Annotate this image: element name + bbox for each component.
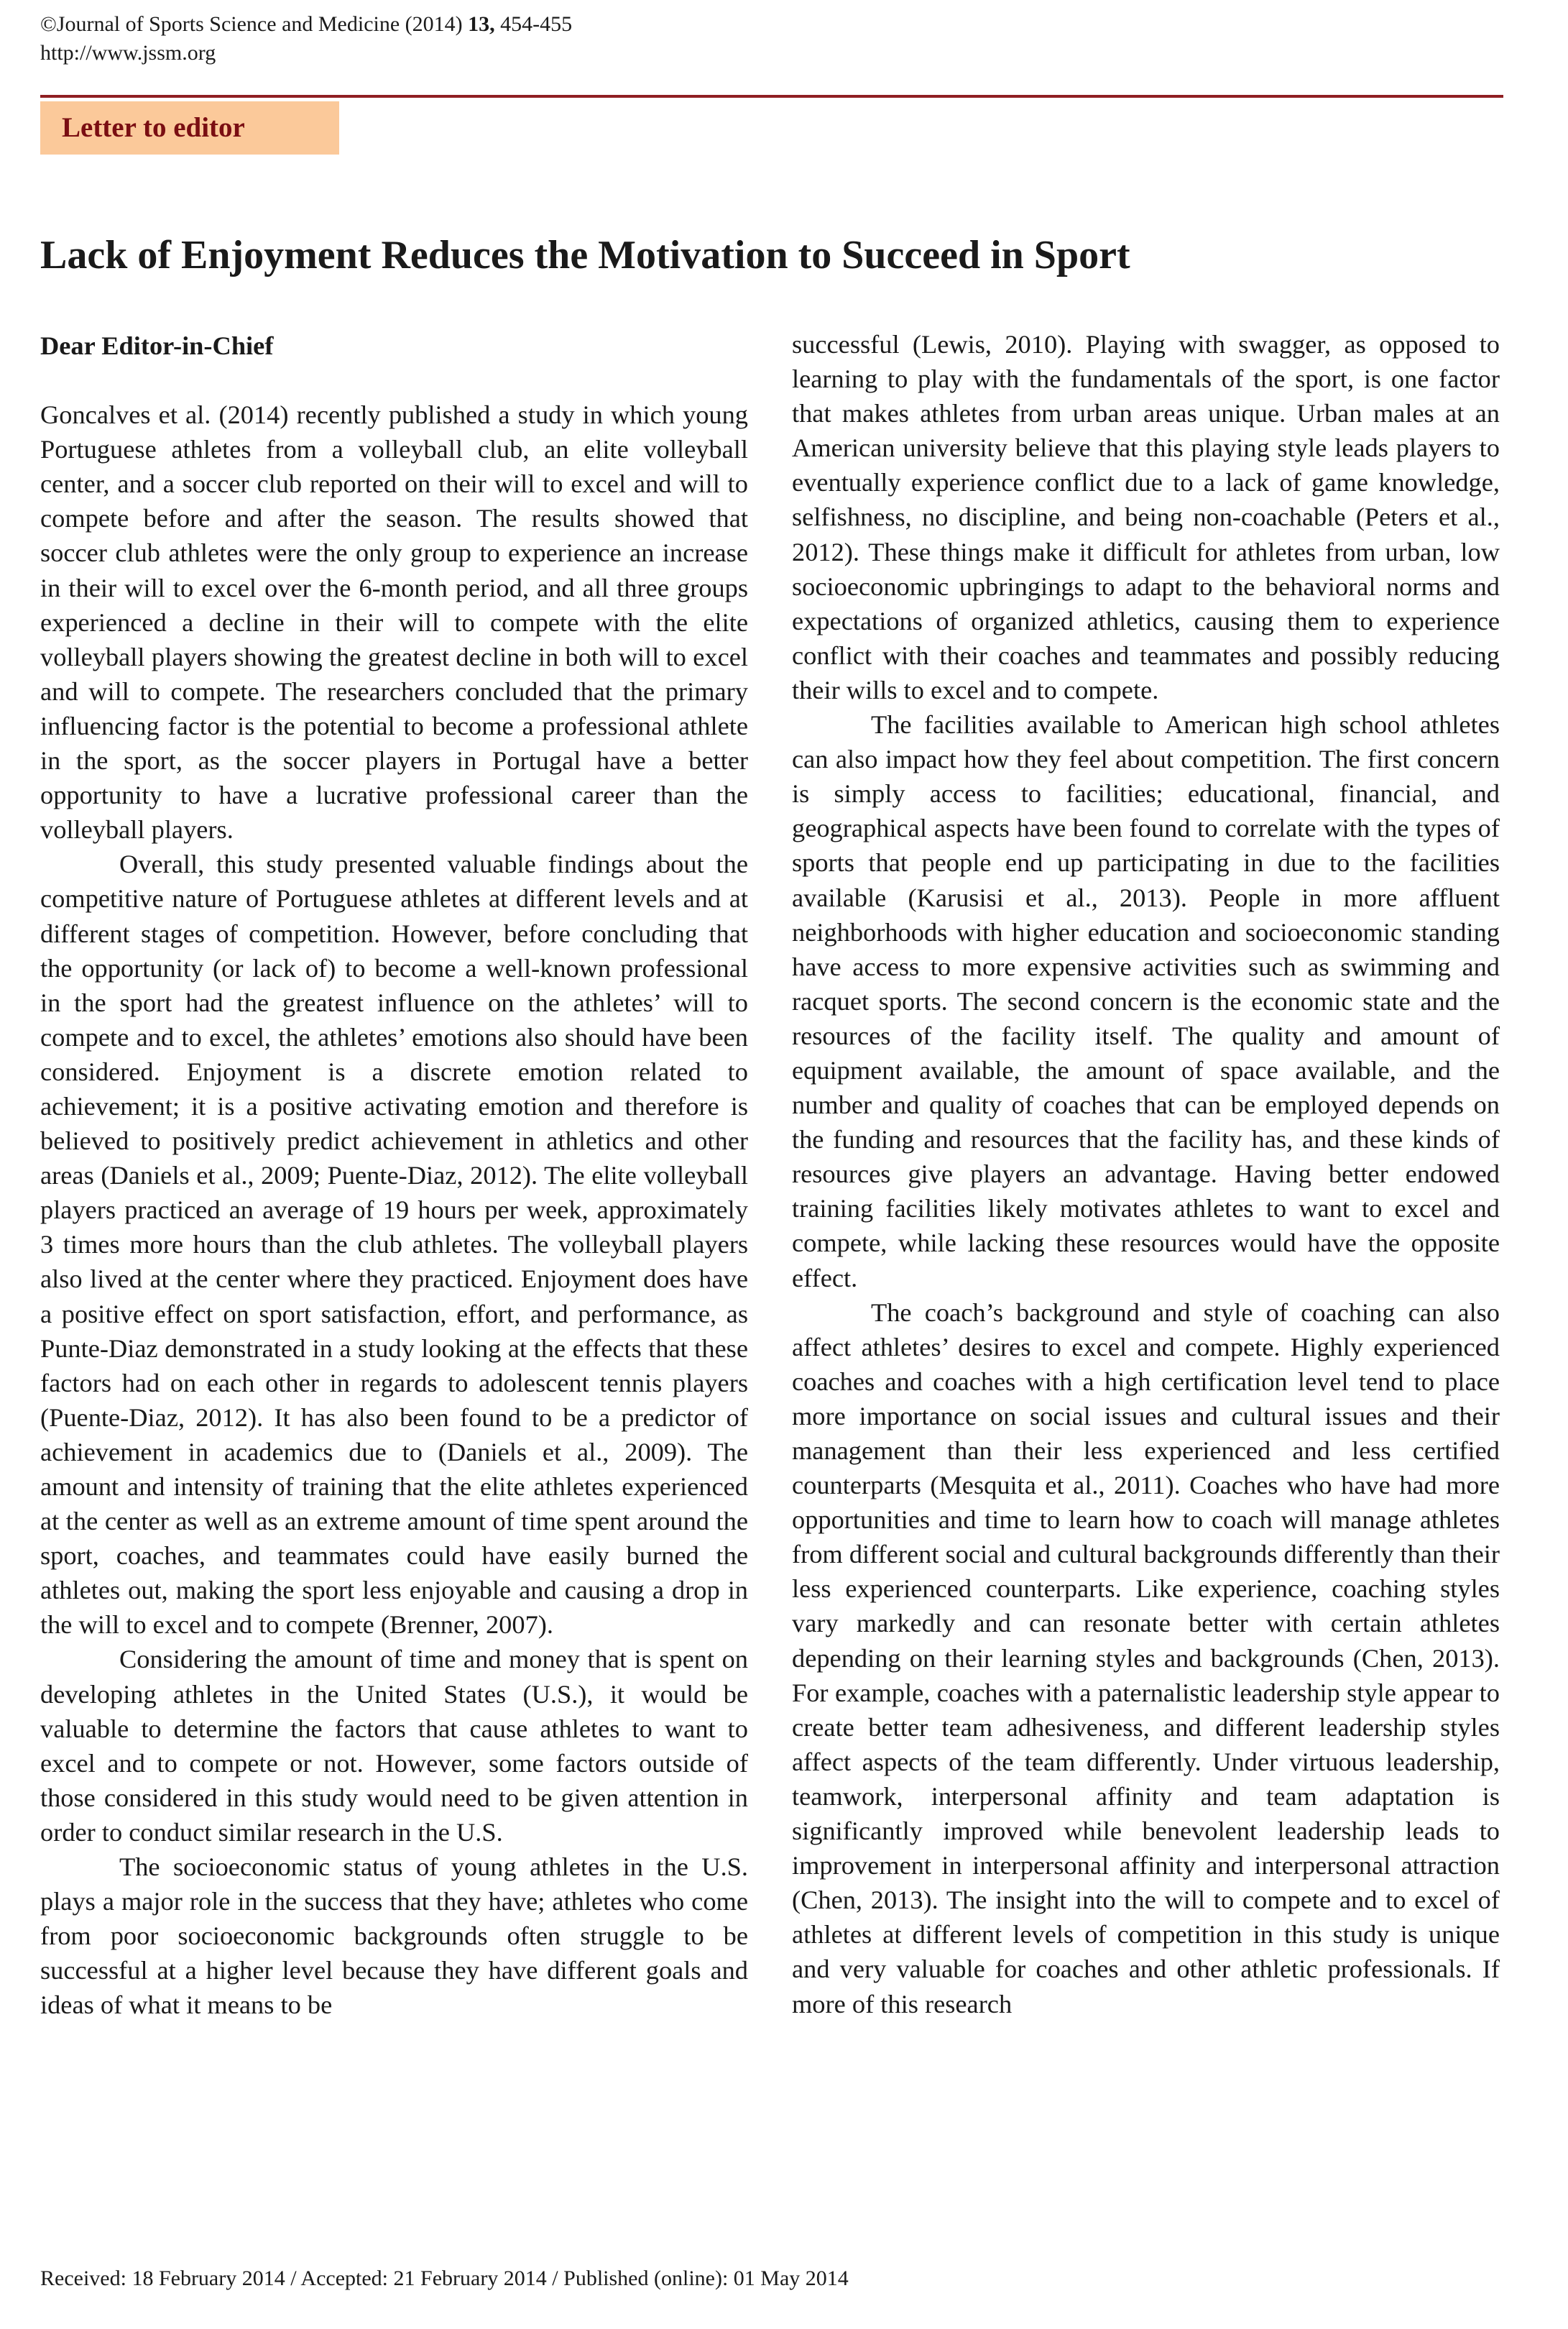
right-column xyxy=(792,327,1500,2021)
journal-pages: 454-455 xyxy=(494,12,573,36)
paragraph: Goncalves et al. (2014) recently published a study in which young Portuguese athletes from a volleyball club, an elite volleyball center, and a soccer club reported on their will to excel and will to compete before and after the season. The results showed that soccer club athletes were the only group to experience an increase in their will to excel over the 6-month period, and all three groups experienced a decline in their will to compete with the elite volleyball players showing the greatest decline in both will to excel and will to compete. The researchers concluded that the primary influencing factor is the potential to become a professional athlete in the sport, as the soccer players in Portugal have a better opportunity to have a lucrative professional career than the volleyball players. xyxy=(40,400,748,845)
section-tag: Letter to editor xyxy=(40,101,339,155)
paragraph: The facilities available to American high school athletes can also impact how they feel about competition. The first concern is simply access to facilities; educational, financial, and geographical aspects have been found to correlate with the types of sports that people end up participating in due to the facilities available (Karusisi et al., 2013). People in more affluent neighborhoods with higher education and socioeconomic standing have access to more expensive activities such as swimming and racquet sports. The second concern is the economic state and the resources of the facility itself. The quality and amount of equipment available, the amount of space available, and the number and quality of coaches that can be employed depends on the funding and resources that the facility has, and these kinds of resources give players an advantage. Having better endowed training facilities likely motivates athletes to want to excel and compete, while lacking these resources would have the opposite effect. xyxy=(792,710,1500,1292)
header-divider xyxy=(40,95,1503,98)
journal-header xyxy=(40,10,572,68)
salutation: Dear Editor-in-Chief xyxy=(40,331,274,360)
journal-url: http://www.jssm.org xyxy=(40,41,216,65)
paragraph: The socioeconomic status of young athletes in the U.S. plays a major role in the success that they have; athletes who come from poor socioeconomic backgrounds often struggle to be successful at a higher level because they have different goals and ideas of what it means to be xyxy=(40,1852,748,2020)
paragraph: successful (Lewis, 2010). Playing with swagger, as opposed to learning to play with the fundamentals of the sport, is one factor that makes athletes from urban areas unique. Urban males at an American university believe that this playing style leads players to eventually experience conflict due to a lack of game knowledge, selfishness, no discipline, and being non-coachable (Peters et al., 2012). These things make it difficult for athletes from urban, low socioeconomic upbringings to adapt to the behavioral norms and expectations of organized athletics, causing them to experience conflict with their coaches and teammates and possibly reducing their wills to excel and to compete. xyxy=(792,330,1500,704)
journal-volume: 13, xyxy=(468,12,495,36)
paragraph: The coach’s background and style of coaching can also affect athletes’ desires to excel and compete. Highly experienced coaches and coaches with a high certification level tend to place more importance on social issues and cultural issues and their management than their less experienced and less certified counterparts (Mesquita et al., 2011). Coaches who have had more opportunities and time to learn how to coach will manage athletes from different social and cultural backgrounds differently than their less experienced counterparts. Like experience, coaching styles vary markedly and can resonate better with certain athletes depending on their learning styles and backgrounds (Chen, 2013). For example, coaches with a paternalistic leadership style appear to create better team adhesiveness, and different leadership styles affect aspects of the team differently. Under virtuous leadership, teamwork, interpersonal affinity and team adaptation is significantly improved while benevolent leadership leads to improvement in interpersonal affinity and interpersonal attraction (Chen, 2013). The insight into the will to compete and to excel of athletes at different levels of competition in this study is unique and very valuable for coaches and other athletic professionals. If more of this research xyxy=(792,1297,1500,2018)
journal-citation xyxy=(40,10,572,39)
paragraph: Overall, this study presented valuable findings about the competitive nature of Portuguese athletes at different levels and at different stages of competition. However, before concluding that the opportunity (or lack of) to become a well-known professional in the sport had the greatest influence on the athletes’ will to compete and to excel, the athletes’ emotions also should have been considered. Enjoyment is a discrete emotion related to achievement; it is a positive activating emotion and therefore is believed to positively predict achievement in athletics and other areas (Daniels et al., 2009; Puente-Diaz, 2012). The elite volleyball players practiced an average of 19 hours per week, approximately 3 times more hours than the club athletes. The volleyball players also lived at the center where they practiced. Enjoyment does have a positive effect on sport satisfaction, effort, and performance, as Punte-Diaz demonstrated in a study looking at the effects that these factors had on each other in regards to adolescent tennis players (Puente-Diaz, 2012). It has also been found to be a predictor of achievement in academics due to (Daniels et al., 2009). The amount and intensity of training that the elite athletes experienced at the center as well as an extreme amount of time spent around the sport, coaches, and teammates could have easily burned the athletes out, making the sport less enjoyable and causing a drop in the will to excel and to compete (Brenner, 2007). xyxy=(40,850,748,1640)
article-title: Lack of Enjoyment Reduces the Motivation to Succeed in Sport xyxy=(40,233,1130,277)
publication-dates: Received: 18 February 2014 / Accepted: 21 February 2014 / Published (online): 01 May 2014 xyxy=(40,2266,849,2290)
journal-citation-prefix: ©Journal of Sports Science and Medicine (2014) xyxy=(40,12,469,36)
left-column xyxy=(40,327,748,2023)
paragraph: Considering the amount of time and money that is spent on developing athletes in the United States (U.S.), it would be valuable to determine the factors that cause athletes to want to excel and to compete or not. However, some factors outside of those considered in this study would need to be given attention in order to conduct similar research in the U.S. xyxy=(40,1645,748,1847)
